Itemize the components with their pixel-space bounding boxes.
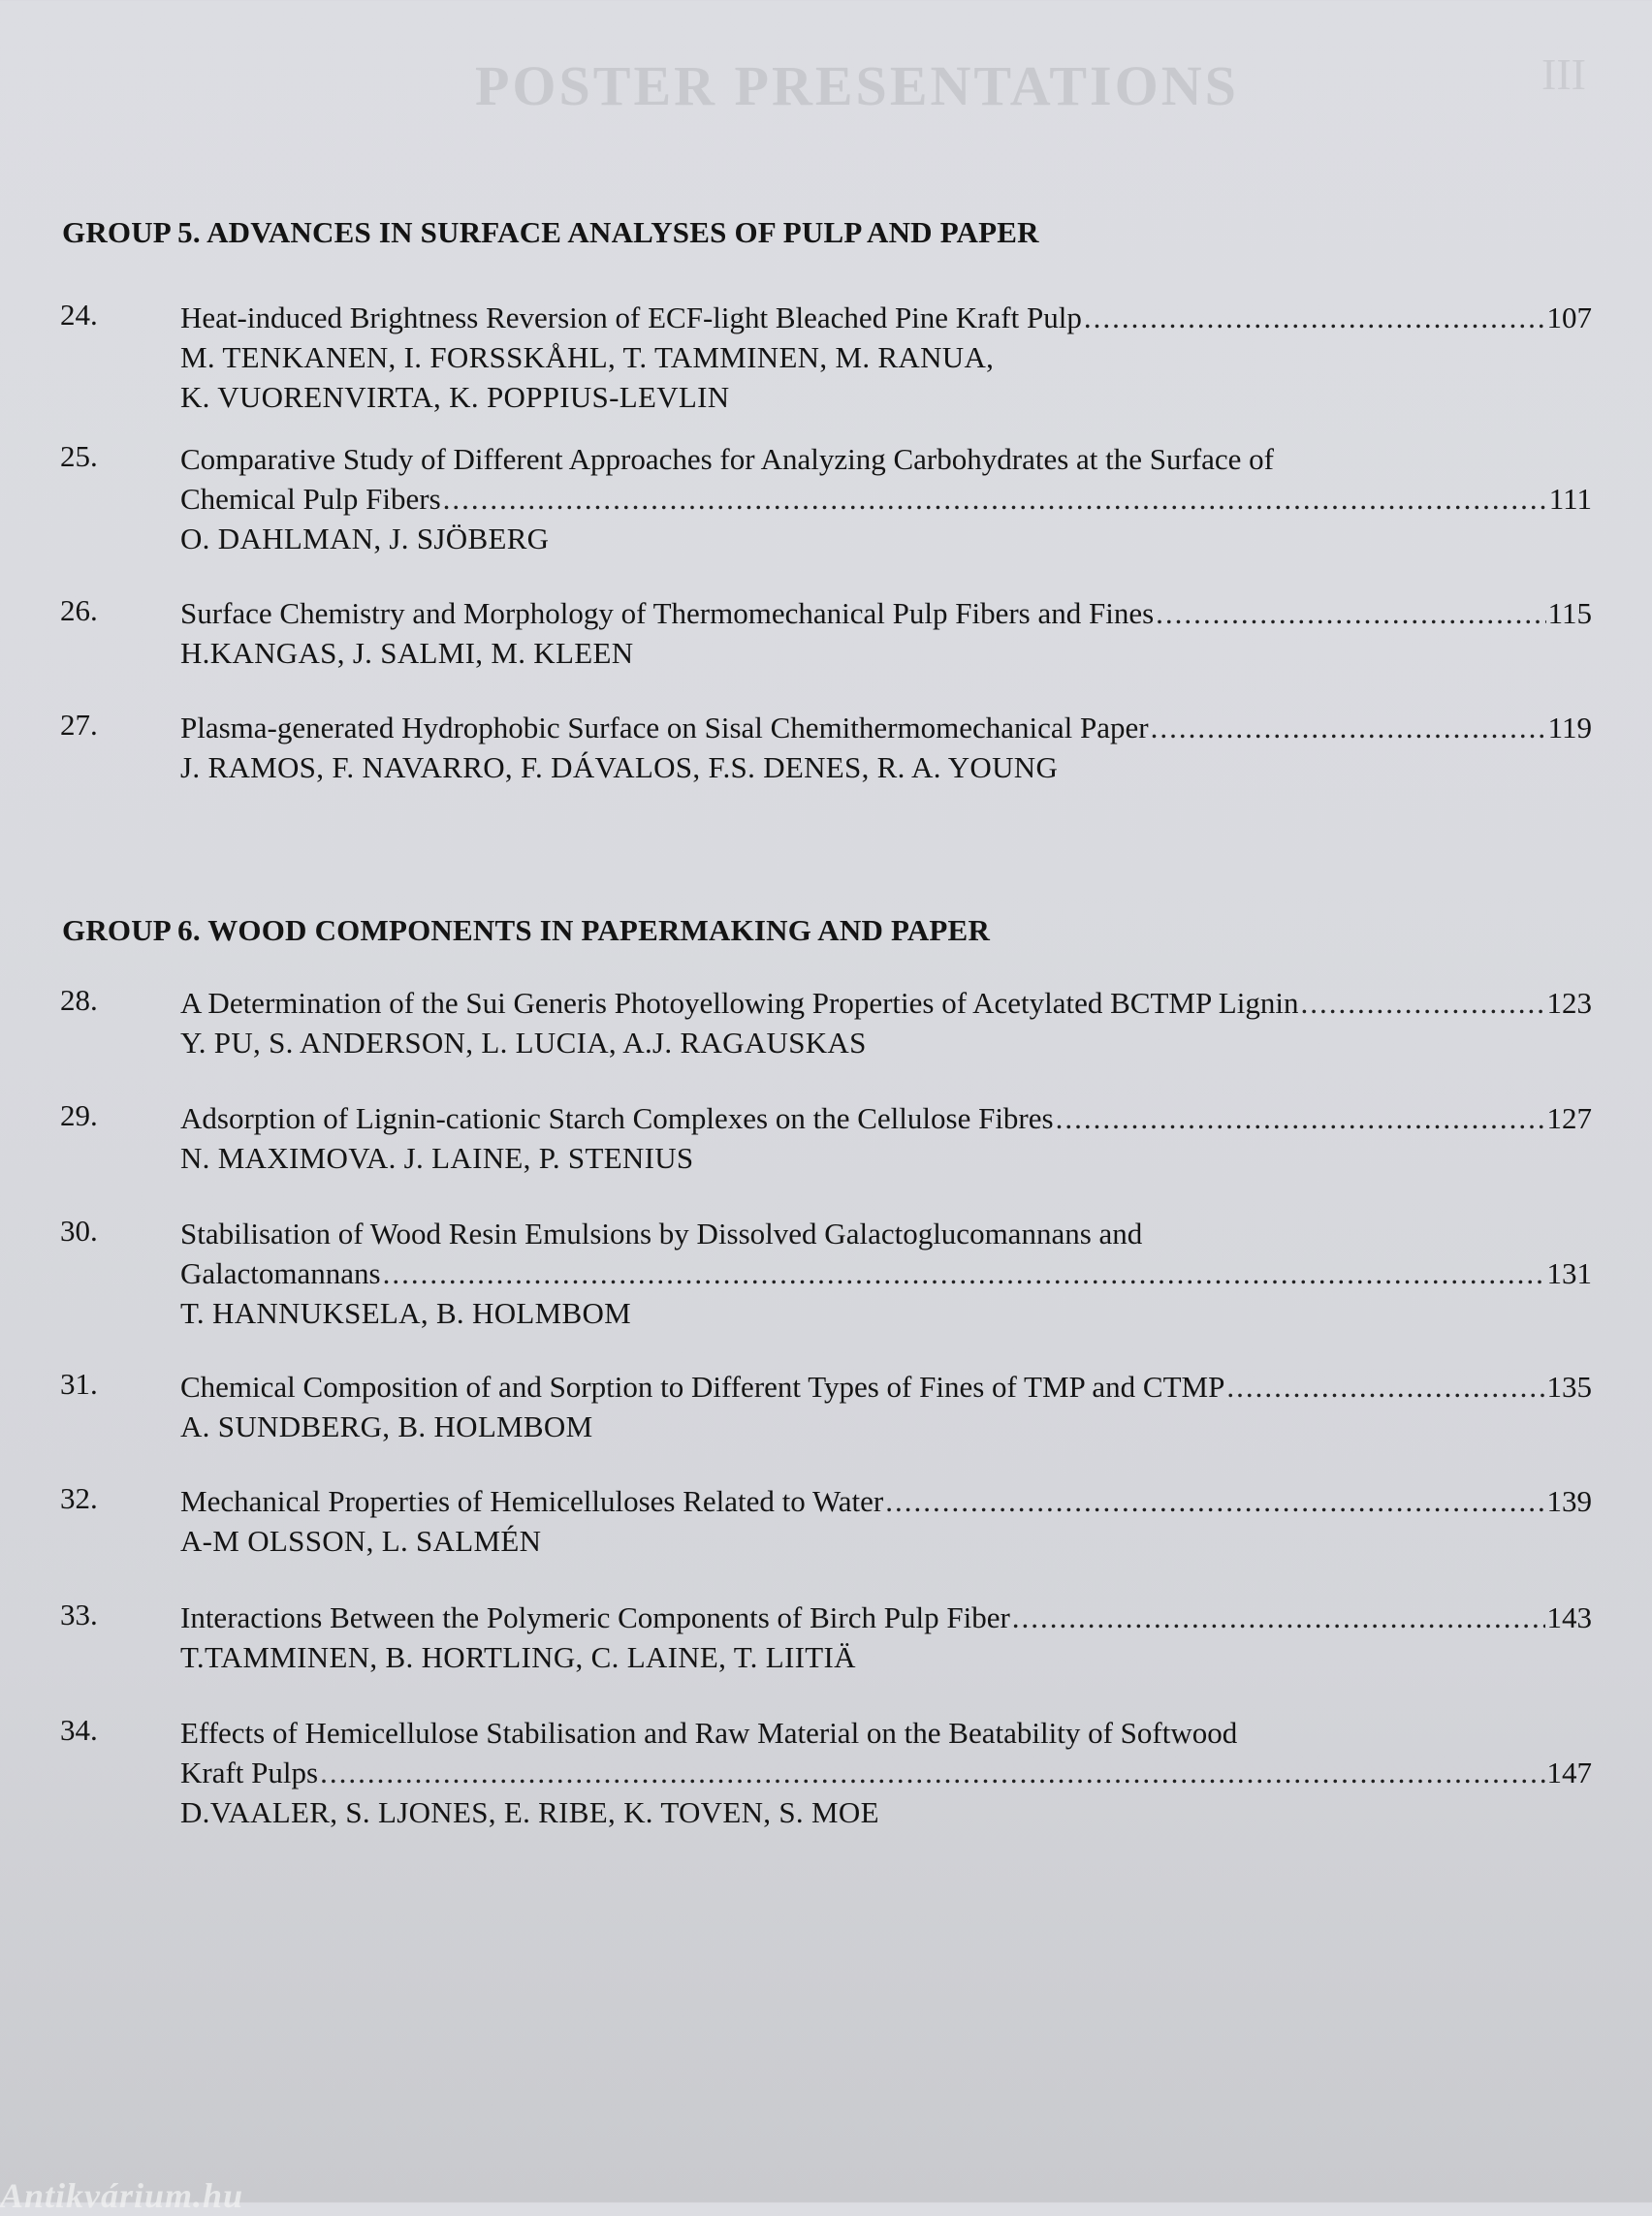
dot-leader bbox=[1084, 298, 1545, 337]
dot-leader bbox=[1151, 708, 1546, 747]
entry-number: 26. bbox=[60, 593, 98, 627]
entry-authors: A-M OLSSON, L. SALMÉN bbox=[180, 1524, 542, 1558]
ghost-page-header: POSTER PRESENTATIONS bbox=[475, 54, 1239, 117]
title-line bbox=[180, 1214, 1592, 1253]
entry-body bbox=[180, 1481, 1592, 1561]
dot-leader bbox=[320, 1753, 1544, 1792]
entry-authors: J. RAMOS, F. NAVARRO, F. DÁVALOS, F.S. DENES, R. A. YOUNG bbox=[180, 750, 1059, 784]
page-number: 107 bbox=[1546, 301, 1592, 334]
entry-body bbox=[180, 439, 1592, 558]
entry-body bbox=[180, 593, 1592, 673]
dot-leader bbox=[383, 1253, 1545, 1293]
entry-authors: O. DAHLMAN, J. SJÖBERG bbox=[180, 522, 550, 555]
dot-leader bbox=[443, 479, 1547, 519]
entry-number: 28. bbox=[60, 983, 98, 1017]
title-line-with-page bbox=[180, 298, 1592, 337]
entry-title: Chemical Composition of and Sorption to Different Types of Fines of TMP and CTMP bbox=[180, 1370, 1225, 1404]
dot-leader bbox=[885, 1481, 1544, 1521]
title-line-with-page bbox=[180, 1753, 1592, 1792]
entry-title: A Determination of the Sui Generis Photoyellowing Properties of Acetylated BCTMP Lignin bbox=[180, 986, 1299, 1020]
page-number: 139 bbox=[1546, 1484, 1592, 1518]
page-number: 127 bbox=[1546, 1101, 1592, 1135]
entry-authors: T.TAMMINEN, B. HORTLING, C. LAINE, T. LIITIÄ bbox=[180, 1640, 856, 1674]
entry-number: 27. bbox=[60, 708, 98, 742]
entry-authors: H.KANGAS, J. SALMI, M. KLEEN bbox=[180, 636, 634, 670]
entry-body bbox=[180, 1598, 1592, 1677]
title-line-with-page bbox=[180, 1367, 1592, 1407]
entry-authors: D.VAALER, S. LJONES, E. RIBE, K. TOVEN, S. MOE bbox=[180, 1795, 879, 1829]
entry-body bbox=[180, 708, 1592, 787]
entry-title: Surface Chemistry and Morphology of Thermomechanical Pulp Fibers and Fines bbox=[180, 596, 1155, 630]
dot-leader bbox=[1012, 1598, 1545, 1637]
dot-leader bbox=[1056, 1098, 1545, 1138]
entry-number: 25. bbox=[60, 439, 98, 473]
entry-number: 32. bbox=[60, 1481, 98, 1515]
entry-body bbox=[180, 1098, 1592, 1178]
page-number: 119 bbox=[1547, 711, 1592, 744]
entry-title: Mechanical Properties of Hemicelluloses Related to Water bbox=[180, 1484, 884, 1518]
entry-body bbox=[180, 1214, 1592, 1333]
entry-number: 34. bbox=[60, 1713, 98, 1747]
page-number: 111 bbox=[1548, 482, 1592, 516]
page-number: 135 bbox=[1546, 1370, 1592, 1404]
page-number: 123 bbox=[1546, 986, 1592, 1020]
title-line-with-page bbox=[180, 1598, 1592, 1637]
entry-body bbox=[180, 983, 1592, 1062]
page-number: 147 bbox=[1546, 1756, 1592, 1789]
ghost-page-number: III bbox=[1541, 49, 1586, 99]
dot-leader bbox=[1226, 1367, 1544, 1407]
entry-title: Effects of Hemicellulose Stabilisation and Raw Material on the Beatability of Softwood bbox=[180, 1716, 1238, 1750]
entry-authors: K. VUORENVIRTA, K. POPPIUS-LEVLIN bbox=[180, 380, 730, 414]
entry-title: Adsorption of Lignin-cationic Starch Complexes on the Cellulose Fibres bbox=[180, 1101, 1054, 1135]
entry-title: Kraft Pulps bbox=[180, 1756, 319, 1789]
entry-body bbox=[180, 1367, 1592, 1446]
entry-number: 31. bbox=[60, 1367, 98, 1401]
entry-title: Heat-induced Brightness Reversion of ECF-light Bleached Pine Kraft Pulp bbox=[180, 301, 1082, 334]
entry-body bbox=[180, 1713, 1592, 1832]
title-line-with-page bbox=[180, 1481, 1592, 1521]
title-line bbox=[180, 1713, 1592, 1753]
title-line-with-page bbox=[180, 708, 1592, 747]
title-line-with-page bbox=[180, 983, 1592, 1023]
entry-title: Galactomannans bbox=[180, 1256, 381, 1290]
page-number: 143 bbox=[1546, 1600, 1592, 1634]
entry-title: Plasma-generated Hydrophobic Surface on Sisal Chemithermomechanical Paper bbox=[180, 711, 1149, 744]
title-line-with-page bbox=[180, 593, 1592, 633]
entry-authors: N. MAXIMOVA. J. LAINE, P. STENIUS bbox=[180, 1141, 694, 1175]
entry-number: 29. bbox=[60, 1098, 98, 1132]
group-6-heading: GROUP 6. WOOD COMPONENTS IN PAPERMAKING AND PAPER bbox=[62, 913, 991, 947]
page-number: 115 bbox=[1547, 596, 1592, 630]
title-line-with-page bbox=[180, 1098, 1592, 1138]
entry-number: 30. bbox=[60, 1214, 98, 1248]
entry-authors: A. SUNDBERG, B. HOLMBOM bbox=[180, 1409, 593, 1443]
entry-title: Interactions Between the Polymeric Components of Birch Pulp Fiber bbox=[180, 1600, 1010, 1634]
title-line-with-page bbox=[180, 479, 1592, 519]
entry-number: 24. bbox=[60, 298, 98, 332]
entry-title: Comparative Study of Different Approaches for Analyzing Carbohydrates at the Surface of bbox=[180, 442, 1275, 476]
group-5-heading: GROUP 5. ADVANCES IN SURFACE ANALYSES OF PULP AND PAPER bbox=[62, 215, 1039, 249]
page-number: 131 bbox=[1546, 1256, 1592, 1290]
title-line-with-page bbox=[180, 1253, 1592, 1293]
entry-title: Stabilisation of Wood Resin Emulsions by Dissolved Galactoglucomannans and bbox=[180, 1217, 1143, 1250]
entry-authors: M. TENKANEN, I. FORSSKÅHL, T. TAMMINEN, M. RANUA, bbox=[180, 340, 995, 374]
dot-leader bbox=[1300, 983, 1544, 1023]
title-line bbox=[180, 439, 1592, 479]
entry-body bbox=[180, 298, 1592, 417]
dot-leader bbox=[1156, 593, 1545, 633]
watermark-logo: Antikvárium.hu bbox=[0, 2176, 244, 2215]
entry-authors: Y. PU, S. ANDERSON, L. LUCIA, A.J. RAGAUSKAS bbox=[180, 1026, 867, 1060]
entry-number: 33. bbox=[60, 1598, 98, 1631]
entry-authors: T. HANNUKSELA, B. HOLMBOM bbox=[180, 1296, 632, 1330]
entry-title: Chemical Pulp Fibers bbox=[180, 482, 441, 516]
